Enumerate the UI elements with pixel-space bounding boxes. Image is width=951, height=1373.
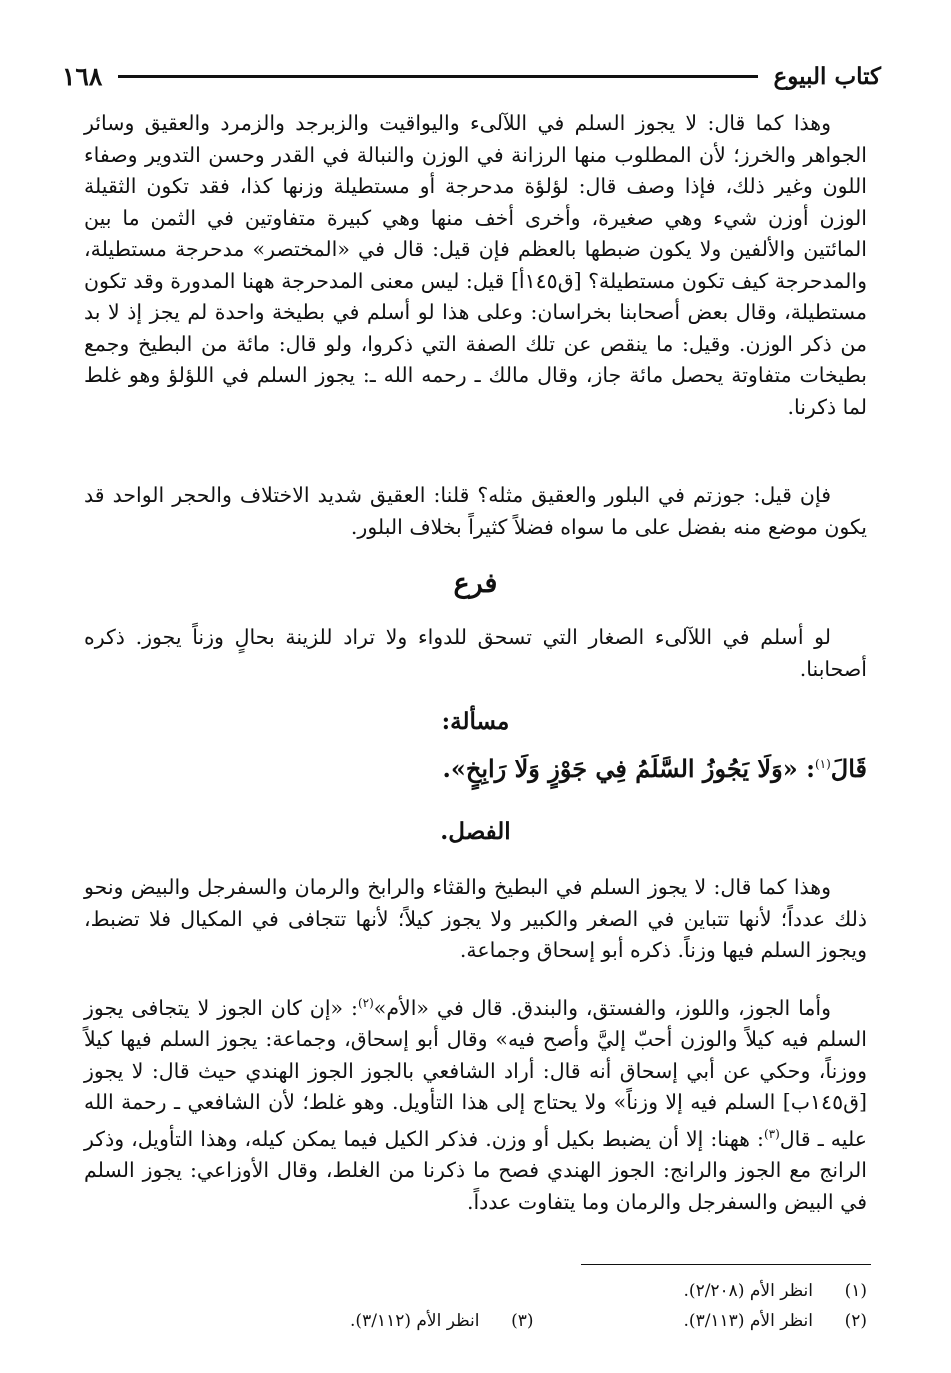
book-title: كتاب البيوع	[773, 62, 881, 90]
paragraph-block-3	[84, 622, 867, 685]
footnote-row-2	[84, 1306, 867, 1336]
footnote-ref-2: (٢)	[357, 996, 374, 1010]
section-heading-fasl: الفصل.	[440, 818, 511, 845]
footnote-1	[684, 1276, 867, 1306]
walnuts-text-end: : ههنا: إلا أن يضبط بكيل أو وزن. فذكر الكيل فيما يمكن كيله، وهذا التأويل، وذكر الرانج مع الجوز والرانج: الجوز الهندي فصح ما ذكرنا من الغلط، وقال الأوزاعي: يجوز السلم في البيض والسفرجل والرمان وما يتفاوت عدداً.	[84, 1126, 867, 1214]
matn-text: : «وَلَا يَجُوزُ السَّلَمُ فِي جَوْزٍ وَلَا رَابِخٍ».	[442, 754, 815, 783]
paragraph-block-4	[84, 872, 867, 967]
footnote-1-number: (١)	[844, 1281, 867, 1301]
matn-qal: قَالَ	[830, 754, 867, 783]
paragraph-block-5	[84, 988, 867, 1218]
footnote-3-text: انظر الأم (٣/١١٢).	[350, 1311, 480, 1331]
footnote-2-number: (٢)	[844, 1311, 867, 1331]
matn-quote	[84, 754, 867, 783]
paragraph-block-2	[84, 480, 867, 543]
paragraph-block-1	[84, 108, 867, 423]
footnote-rule	[581, 1264, 871, 1265]
footnote-row-1	[84, 1276, 867, 1306]
page-number: ١٦٨	[62, 61, 103, 91]
footnote-2	[684, 1306, 867, 1336]
paragraph-small-pearls: لو أسلم في اللآلىء الصغار التي تسحق للدواء ولا تراد للزينة بحالٍ وزناً يجوز. ذكره أصحابنا.	[84, 625, 867, 681]
section-heading-far: فرع	[453, 568, 498, 599]
footnote-3	[350, 1306, 533, 1336]
paragraph-melons: وهذا كما قال: لا يجوز السلم في البطيخ والقثاء والرابخ والرمان والسفرجل والبيض ونحو ذلك عدداً؛ لأنها تتباين في الصغر والكبير ولا يجوز كيلاً؛ لأنها تتجافى في المكيال فلا تضبط، ويجوز السلم فيها وزناً. ذكره أبو إسحاق وجماعة.	[84, 875, 867, 962]
footnotes	[84, 1276, 867, 1336]
footnote-ref-3: (٣)	[763, 1126, 780, 1141]
footnote-ref-1: (١)	[814, 757, 831, 771]
paragraph-crystal: فإن قيل: جوزتم في البلور والعقيق مثله؟ قلنا: العقيق شديد الاختلاف والحجر الواحد قد يكون موضع منه بفضل على ما سواه فضلاً كثيراً بخلاف البلور.	[84, 483, 867, 539]
footnote-3-number: (٣)	[511, 1311, 534, 1331]
footnote-2-text: انظر الأم (٣/١١٣).	[683, 1311, 813, 1331]
section-heading-masala: مسألة:	[441, 708, 510, 735]
walnuts-text-start: وأما الجوز، واللوز، والفستق، والبندق. قال في «الأم»	[373, 995, 831, 1020]
paragraph-pearls: وهذا كما قال: لا يجوز السلم في اللآلىء واليواقيت والزبرجد والزمرد والعقيق وسائر الجواهر والخرز؛ لأن المطلوب منها الرزانة في الوزن والنبالة في القدر وحسن التدوير وصفاء اللون وغير ذلك، فإذا وصف قال: لؤلؤة مدحرجة أو مستطيلة وزنها كذا، فقد تكون الثقيلة الوزن أوزن شيء وهي صغيرة، وأخرى أخف منها وهي كبيرة متفاوتين في الثمن ما بين المائتين والألفين ولا يكون ضبطها بالعظم فإن قيل: قال في «المختصر» مدحرجة مستطيلة، والمدحرجة كيف تكون مستطيلة؟ [ق١٤٥أ] قيل: ليس معنى المدحرجة ههنا المدورة وقد تكون مستطيلة، وقال بعض أصحابنا بخراسان: وعلى هذا لو أسلم في بطيخة واحدة لم يجز إذ لا بد من ذكر الوزن. وقيل: ما ينقص عن تلك الصفة التي ذكروا، ولو قال: مائة من البطيخ وجمع بطيخات متفاوتة يحصل مائة جاز، وقال مالك ـ رحمه الله ـ: يجوز السلم في اللؤلؤ وهو غلط لما ذكرنا.	[84, 111, 867, 419]
running-header	[62, 58, 881, 94]
paragraph-walnuts	[84, 988, 867, 1218]
footnote-1-text: انظر الأم (٢/٢٠٨).	[683, 1281, 813, 1301]
header-rule	[118, 75, 757, 78]
walnuts-text-mid: : «إن كان الجوز لا يتجافى يجوز السلم فيه كيلاً والوزن أحبّ إليَّ وأصح فيه» وقال أبو إسحاق، وجماعة: يجوز السلم فيها كيلاً ووزناً، وحكي عن أبي إسحاق أنه قال: أراد الشافعي بالجوز الجوز الهندي حيث قال: لا يجوز [ق١٤٥ب] السلم فيه إلا وزناً» ولا يحتاج إلى هذا التأويل. وهو غلط؛ لأن الشافعي ـ رحمة الله عليه ـ قال	[84, 995, 867, 1151]
